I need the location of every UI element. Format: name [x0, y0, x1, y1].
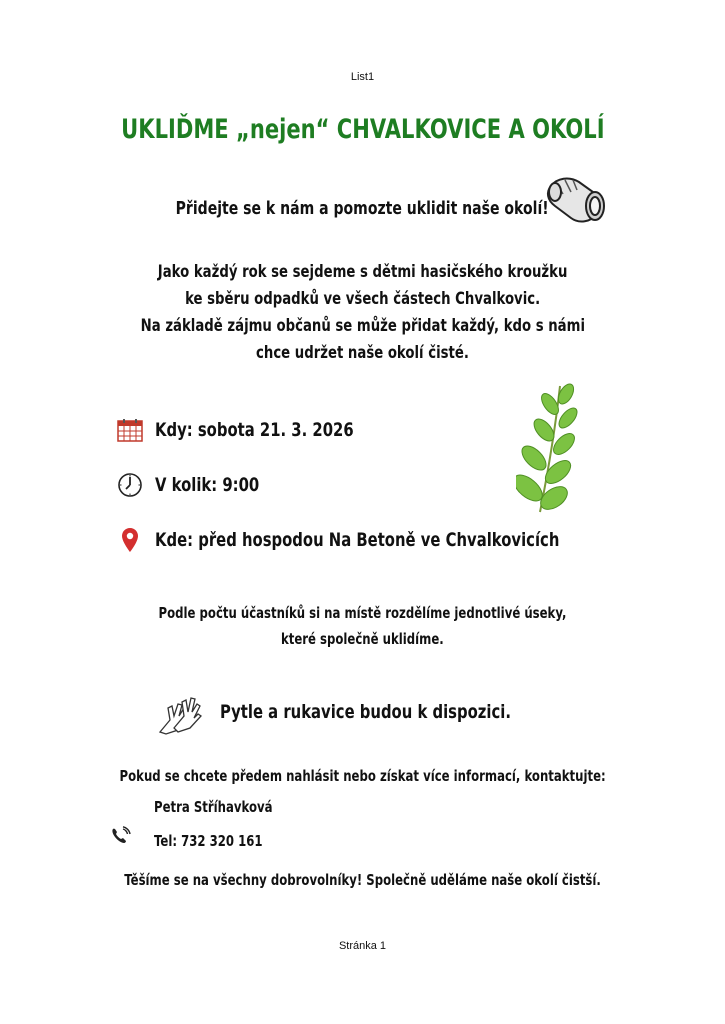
sections-note-text-2: které společně uklidíme.	[281, 630, 444, 648]
contact-name-text: Petra Stříhavková	[154, 798, 273, 816]
clock-icon	[117, 472, 143, 498]
intro-text-1: Jako každý rok se sejdeme s dětmi hasičského kroužku	[157, 262, 568, 282]
contact-prompt-text: Pokud se chcete předem nahlásit nebo získat více informací, kontaktujte:	[119, 767, 606, 785]
intro-text-4: chce udržet naše okolí čisté.	[256, 343, 469, 363]
gloves-icon	[156, 694, 204, 736]
contact-name	[154, 798, 306, 816]
intro-text-2: ke sběru odpadků ve všech částech Chvalkovic.	[184, 289, 541, 309]
intro-line-1	[0, 262, 725, 282]
sections-note-2	[0, 630, 725, 648]
sections-note-1	[0, 604, 725, 622]
title-text: UKLIĎME „nejen“ CHVALKOVICE A OKOLÍ	[120, 114, 605, 145]
detail-when	[117, 416, 410, 444]
time-text: V kolik: 9:00	[155, 474, 260, 496]
detail-time	[117, 471, 289, 499]
closing-line	[0, 871, 725, 889]
phone-icon	[110, 826, 132, 846]
contact-phone	[154, 832, 293, 850]
can-icon	[543, 172, 609, 228]
contact-phone-text: Tel: 732 320 161	[154, 832, 263, 850]
location-pin-icon	[117, 527, 143, 553]
place-text: Kde: před hospodou Na Betoně ve Chvalkovicích	[155, 529, 560, 551]
supplies-line	[220, 698, 593, 726]
intro-line-3	[0, 316, 725, 336]
supplies-text: Pytle a rukavice budou k dispozici.	[220, 701, 511, 723]
when-text: Kdy: sobota 21. 3. 2026	[155, 419, 354, 441]
invite-text: Přidejte se k nám a pomozte uklidit naše okolí!	[175, 198, 550, 219]
contact-prompt	[0, 767, 725, 785]
page-footer: Stránka 1	[338, 940, 387, 952]
closing-text: Těšíme se na všechny dobrovolníky! Společně uděláme naše okolí čistší.	[124, 871, 601, 889]
invite-line	[0, 198, 725, 219]
intro-text-3: Na základě zájmu občanů se může přidat každý, kdo s námi	[140, 316, 585, 336]
sections-note-text-1: Podle počtu účastníků si na místě rozdělíme jednotlivé úseky,	[158, 604, 567, 622]
detail-place	[117, 526, 673, 554]
intro-line-2	[0, 289, 725, 309]
intro-line-4	[0, 343, 725, 363]
page-title	[0, 114, 725, 145]
calendar-icon	[117, 417, 143, 443]
sheet-label: List1	[350, 71, 375, 83]
leaves-icon	[516, 382, 580, 516]
